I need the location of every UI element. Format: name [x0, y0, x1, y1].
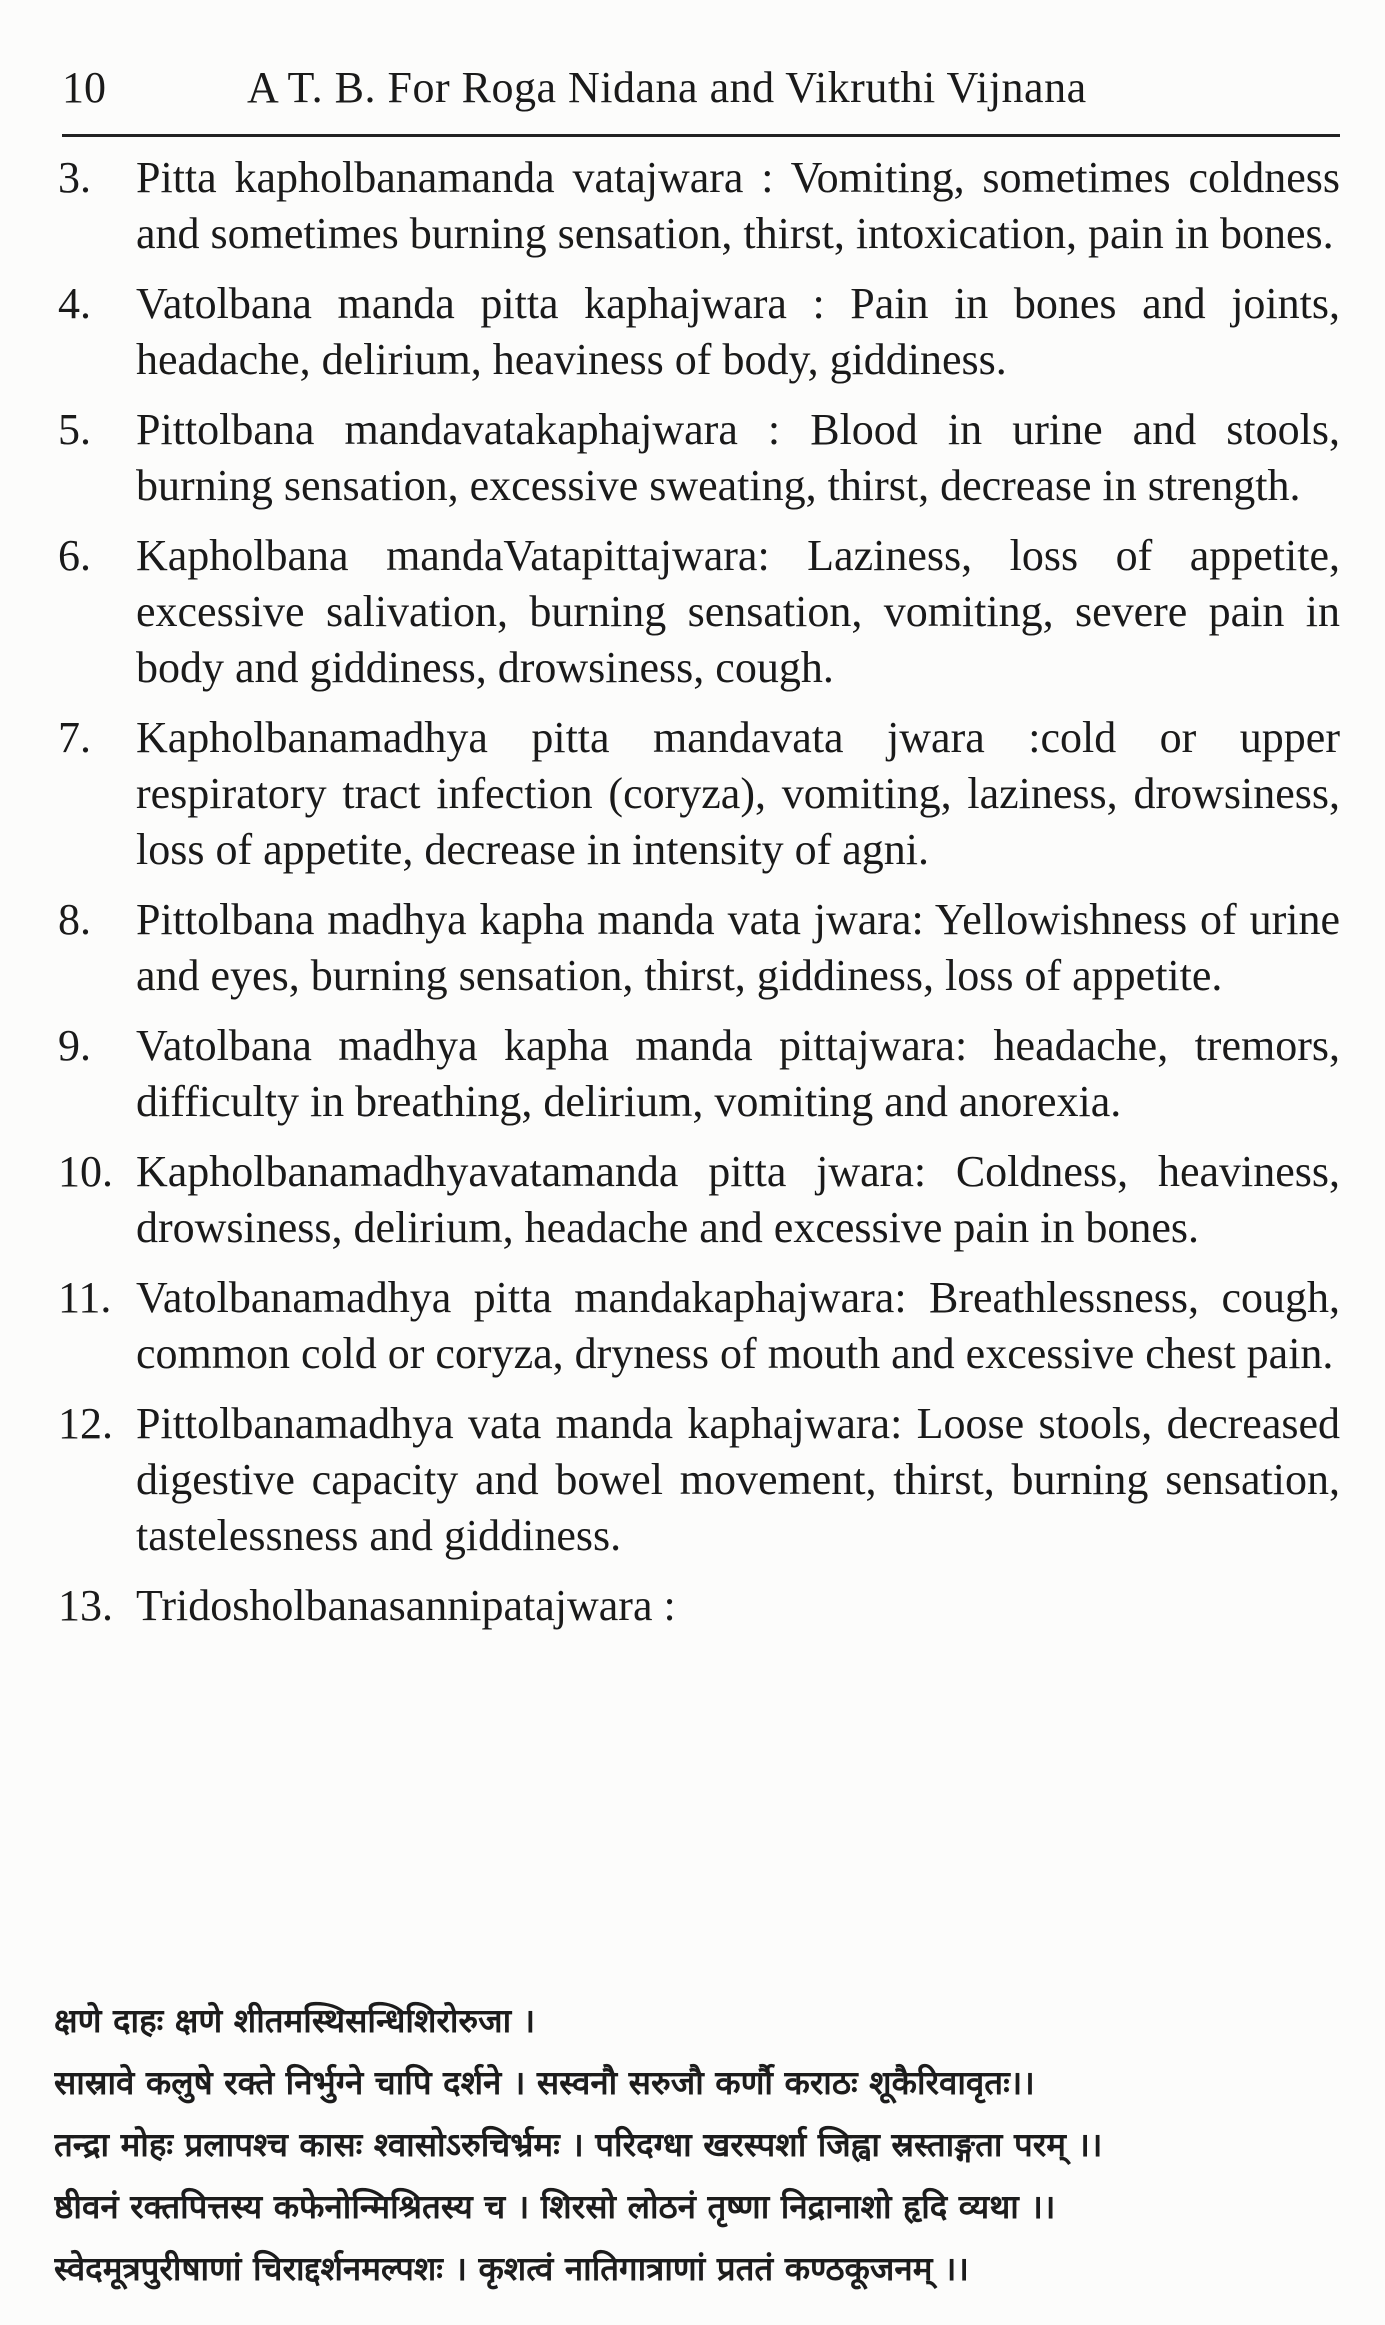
list-item	[58, 1144, 1340, 1256]
verse-line: तन्द्रा मोहः प्रलापश्च कासः श्वासोऽरुचिर्भ्रमः । परिदग्धा खरस्पर्शा जिह्वा स्रस्ताङ्गता परम् ।।	[54, 2125, 1103, 2164]
item-text: Tridosholbanasannipatajwara :	[136, 1581, 676, 1630]
item-text: Kapholbanamadhyavatamanda pitta jwara: Coldness, heaviness, drowsiness, delirium, headache and excessive pain in bones.	[136, 1147, 1340, 1252]
running-title: A T. B. For Roga Nidana and Vikruthi Vijnana	[247, 63, 1087, 112]
list-item	[58, 1018, 1340, 1130]
list-item	[58, 402, 1340, 514]
item-number: 6.	[58, 531, 91, 580]
list-item	[58, 1578, 1340, 1634]
item-number: 11.	[58, 1273, 112, 1322]
item-number: 13.	[58, 1581, 113, 1630]
list-item	[58, 150, 1340, 262]
list-item	[58, 276, 1340, 388]
sanskrit-verse	[54, 1990, 1340, 2300]
list-item	[58, 1396, 1340, 1564]
item-text: Kapholbanamadhya pitta mandavata jwara :cold or upper respiratory tract infection (coryza), vomiting, laziness, drowsiness, loss of appetite, decrease in intensity of agni.	[136, 713, 1340, 874]
verse-line: स्वेदमूत्रपुरीषाणां चिराद्दर्शनमल्पशः । कृशत्वं नातिगात्राणां प्रततं कण्ठकूजनम् ।।	[54, 2249, 969, 2288]
item-text: Pittolbana madhya kapha manda vata jwara: Yellowishness of urine and eyes, burning sensation, thirst, giddiness, loss of appetite.	[136, 895, 1340, 1000]
numbered-list	[58, 150, 1340, 1648]
verse-line: सास्रावे कलुषे रक्ते निर्भुग्ने चापि दर्शने । सस्वनौ सरुजौ कर्णौ कराठः शूकैरिवावृतः।।	[54, 2063, 1035, 2102]
item-number: 7.	[58, 713, 91, 762]
page-header	[62, 62, 1340, 122]
item-text: Kapholbana mandaVatapittajwara: Laziness, loss of appetite, excessive salivation, burning sensation, vomiting, severe pain in body and giddiness, drowsiness, cough.	[136, 531, 1340, 692]
item-number: 10.	[58, 1147, 113, 1196]
list-item	[58, 710, 1340, 878]
list-item	[58, 1270, 1340, 1382]
item-text: Pittolbana mandavatakaphajwara : Blood in urine and stools, burning sensation, excessive sweating, thirst, decrease in strength.	[136, 405, 1340, 510]
item-text: Vatolbanamadhya pitta mandakaphajwara: Breathlessness, cough, common cold or coryza, dryness of mouth and excessive chest pain.	[136, 1273, 1340, 1378]
item-number: 4.	[58, 279, 91, 328]
verse-line: ष्ठीवनं रक्तपित्तस्य कफेनोन्मिश्रितस्य च । शिरसो लोठनं तृष्णा निद्रानाशो हृदि व्यथा ।।	[54, 2187, 1056, 2226]
verse-line: क्षणे दाहः क्षणे शीतमस्थिसन्धिशिरोरुजा ।	[54, 2001, 536, 2040]
header-divider	[62, 134, 1340, 137]
item-number: 12.	[58, 1399, 113, 1448]
item-number: 3.	[58, 153, 91, 202]
item-number: 5.	[58, 405, 91, 454]
item-text: Pittolbanamadhya vata manda kaphajwara: Loose stools, decreased digestive capacity and bowel movement, thirst, burning sensation, tastelessness and giddiness.	[136, 1399, 1340, 1560]
item-number: 9.	[58, 1021, 91, 1070]
item-text: Vatolbana madhya kapha manda pittajwara: headache, tremors, difficulty in breathing, delirium, vomiting and anorexia.	[136, 1021, 1340, 1126]
item-number: 8.	[58, 895, 91, 944]
list-item	[58, 528, 1340, 696]
item-text: Vatolbana manda pitta kaphajwara : Pain in bones and joints, headache, delirium, heaviness of body, giddiness.	[136, 279, 1340, 384]
list-item	[58, 892, 1340, 1004]
item-text: Pitta kapholbanamanda vatajwara : Vomiting, sometimes coldness and sometimes burning sensation, thirst, intoxication, pain in bones.	[136, 153, 1340, 258]
page-number: 10	[62, 63, 106, 112]
